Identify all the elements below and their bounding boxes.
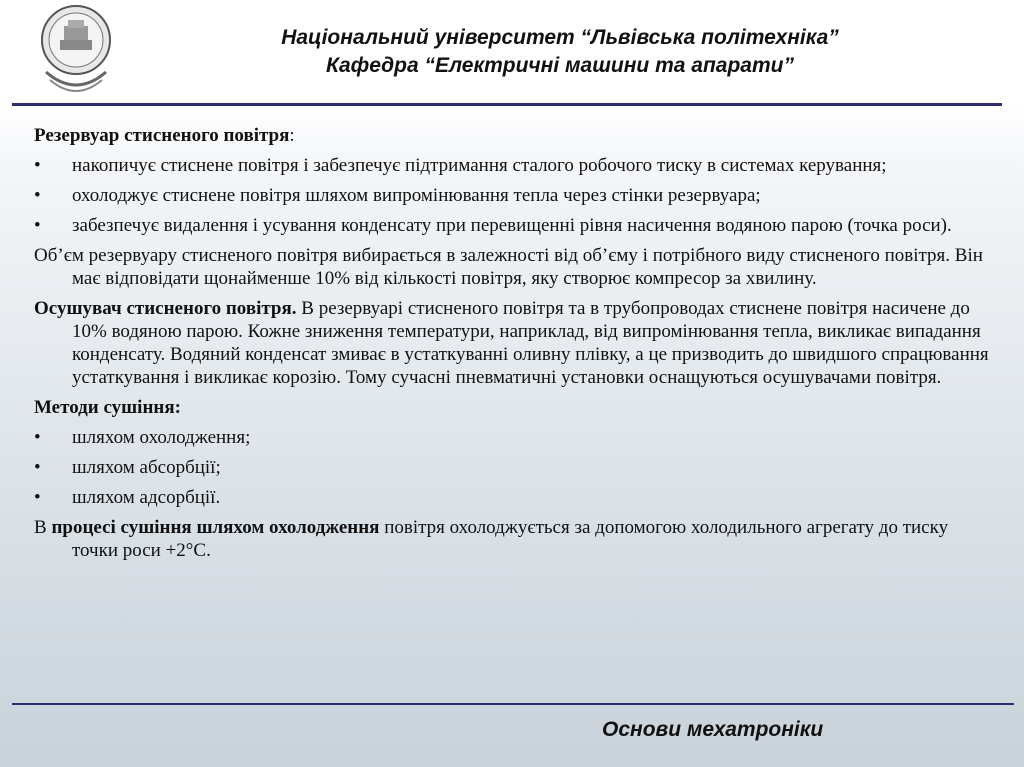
paragraph-dryer: Осушувач стисненого повітря. В резервуарі стисненого повітря та в трубопроводах стиснене повітря насичене до 10% водяною парою. Кожне зниження температури, наприклад, від випромінювання тепла, викликає випадання конденсату. Водяний конденсат змиває в устаткуванні оливну плівку, а це призводить до швидшого спрацювання устаткування і викликає корозію. Тому сучасні пневматичні установки оснащуються осушувачами повітря. [34, 298, 989, 388]
header-divider [12, 103, 1002, 106]
list-item: • накопичує стиснене повітря і забезпечує підтримання сталого робочого тиску в системах керування; [34, 155, 887, 176]
list-item: • забезпечує видалення і усування конденсату при перевищенні рівня насичення водяною парою (точка роси). [34, 215, 952, 236]
list-item: • шляхом абсорбції; [34, 457, 221, 478]
bullet-marker: • [34, 427, 41, 448]
bullet-marker: • [34, 457, 41, 478]
reservoir-heading: Резервуар стисненого повітря [34, 125, 290, 146]
paragraph-cooling-drying: В процесі сушіння шляхом охолодження повітря охолоджується за допомогою холодильного агрегату до тиску точки роси +2°С. [34, 517, 949, 561]
title-line-university: Національний університет “Львівська політехніка” [281, 26, 839, 49]
slide-body [34, 124, 994, 569]
list-item: • шляхом адсорбції. [34, 487, 221, 508]
list-item: • охолоджує стиснене повітря шляхом випромінювання тепла через стінки резервуара; [34, 185, 761, 206]
paragraph-reservoir-heading: Резервуар стисненого повітря: [34, 125, 295, 146]
university-seal-icon [36, 2, 116, 98]
bullet-marker: • [34, 215, 41, 236]
bullet-marker: • [34, 155, 41, 176]
list-item: • шляхом охолодження; [34, 427, 251, 448]
course-title: Основи мехатроніки [602, 718, 824, 741]
paragraph-drying-methods-heading: Методи сушіння: [34, 397, 181, 418]
bullet-marker: • [34, 185, 41, 206]
footer-divider [12, 703, 1014, 705]
title-line-department: Кафедра “Електричні машини та апарати” [326, 54, 794, 77]
paragraph-reservoir-volume: Об’єм резервуару стисненого повітря вибирається в залежності від об’єму і потрібного виду стисненого повітря. Він має відповідати щонайменше 10% від кількості повітря, яку створює компресор за хвилину. [34, 245, 983, 289]
bullet-marker: • [34, 487, 41, 508]
page-title [130, 24, 990, 80]
dryer-heading: Осушувач стисненого повітря. [34, 298, 297, 319]
slide-header [0, 0, 1024, 104]
